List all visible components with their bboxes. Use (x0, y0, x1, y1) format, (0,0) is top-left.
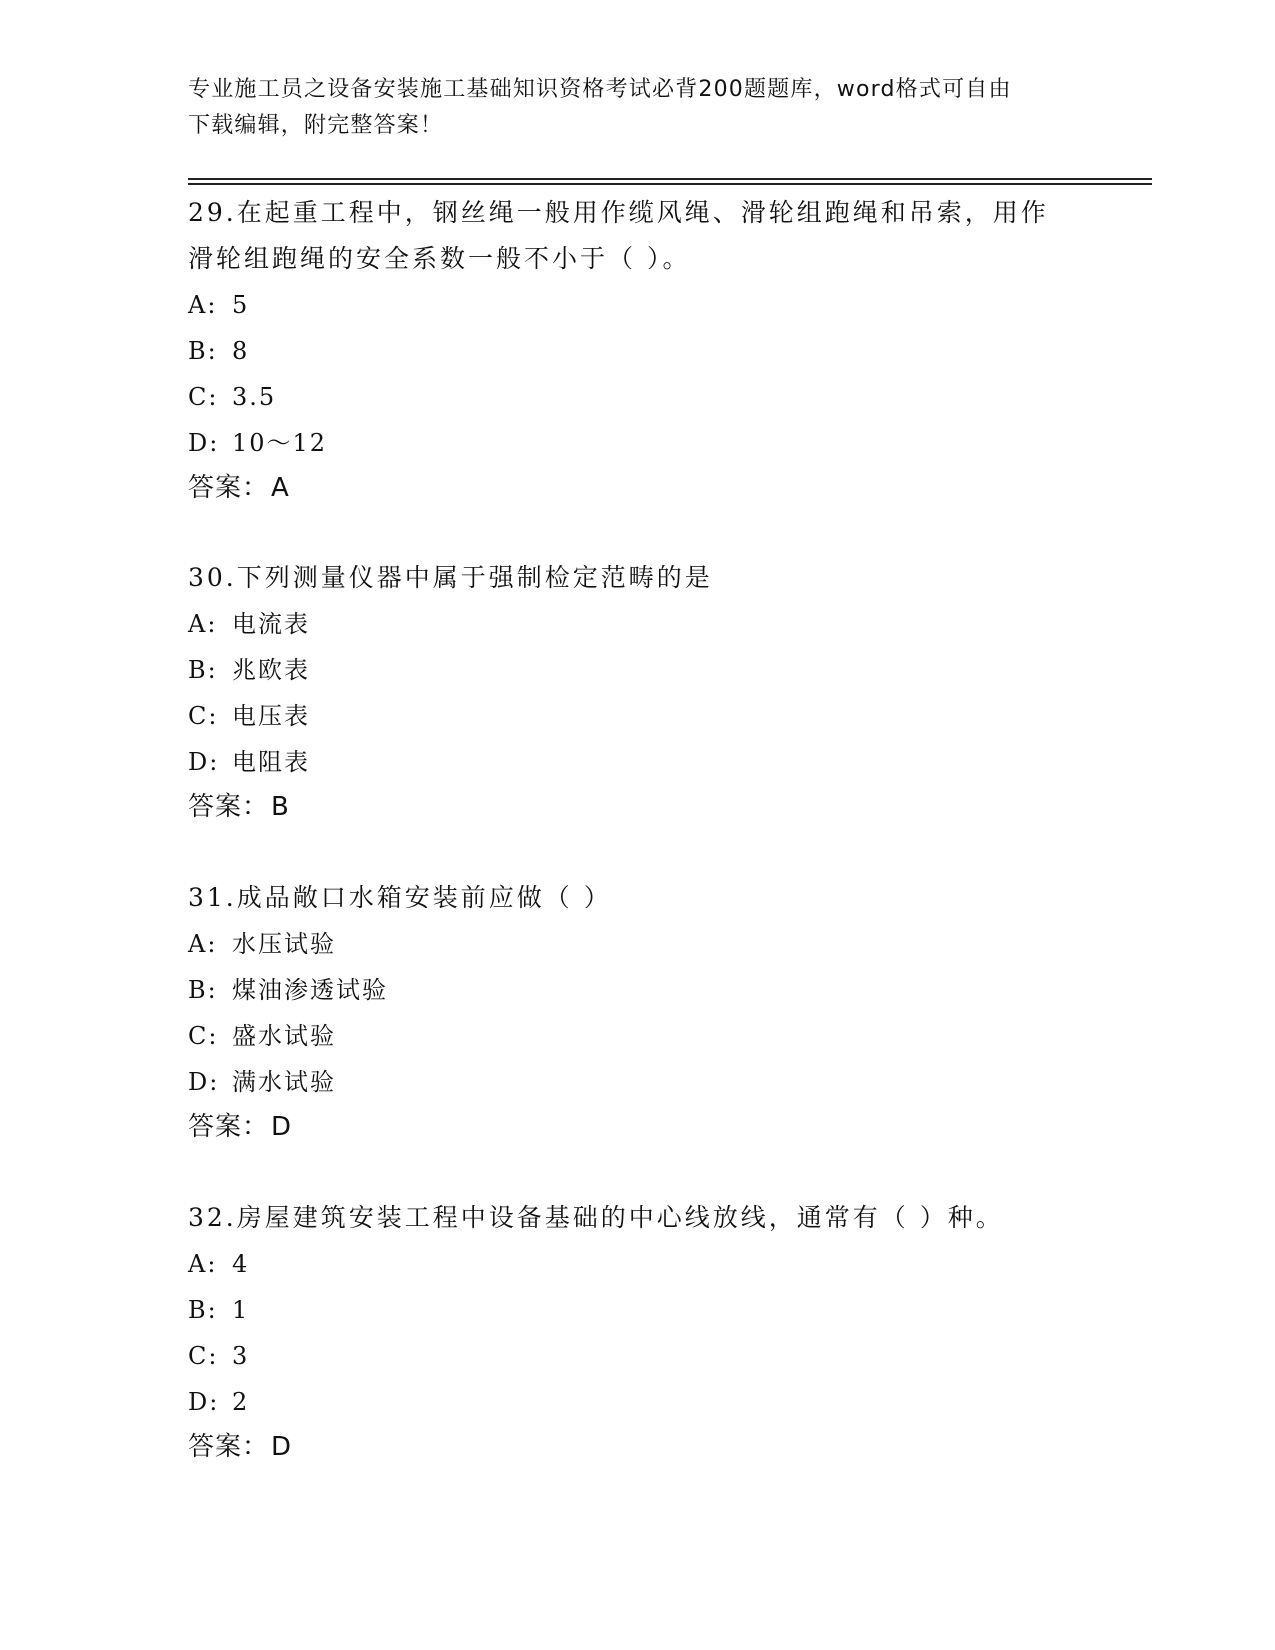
option-d (188, 420, 1088, 466)
option-key: A: (188, 930, 218, 958)
question-stem (188, 1195, 1088, 1241)
option-key: D: (188, 1388, 220, 1416)
option-a (188, 1241, 1088, 1287)
answer-value: D (271, 1112, 293, 1142)
header-divider-bottom (188, 183, 1152, 185)
option-b (188, 647, 1088, 693)
option-key: C: (188, 702, 219, 730)
option-text: 电压表 (232, 702, 310, 730)
answer-label: 答案： (188, 792, 270, 822)
question-stem (188, 875, 1088, 921)
option-key: A: (188, 291, 218, 319)
answer-line (188, 785, 1088, 829)
option-a (188, 601, 1088, 647)
option-text: 4 (232, 1250, 250, 1278)
option-key: A: (188, 610, 218, 638)
answer-label: 答案： (188, 1112, 270, 1142)
answer-label: 答案： (188, 473, 270, 503)
option-d (188, 1379, 1088, 1425)
header-line-1: 专业施工员之设备安装施工基础知识资格考试必背200题题库，word格式可自由 (188, 77, 1012, 102)
header-divider-top (188, 178, 1152, 180)
question-31 (188, 875, 1088, 1149)
option-text: 满水试验 (232, 1068, 336, 1096)
option-text: 5 (232, 291, 250, 319)
question-29 (188, 190, 1088, 510)
answer-value: D (271, 1432, 293, 1462)
option-b (188, 967, 1088, 1013)
question-stem-line-1: 31.成品敞口水箱安装前应做（ ） (188, 883, 612, 912)
answer-label: 答案： (188, 1432, 270, 1462)
option-a (188, 921, 1088, 967)
option-key: D: (188, 748, 220, 776)
option-c (188, 693, 1088, 739)
option-key: C: (188, 383, 219, 411)
question-stem-line-1: 32.房屋建筑安装工程中设备基础的中心线放线，通常有（ ）种。 (188, 1203, 1004, 1232)
question-30 (188, 555, 1088, 829)
document-header (188, 72, 1068, 144)
answer-value: B (271, 792, 290, 822)
option-d (188, 739, 1088, 785)
question-stem (188, 555, 1088, 601)
answer-line (188, 466, 1088, 510)
option-text: 2 (232, 1388, 250, 1416)
option-text: 盛水试验 (232, 1022, 336, 1050)
option-key: D: (188, 429, 220, 457)
answer-line (188, 1425, 1088, 1469)
option-a (188, 282, 1088, 328)
question-stem-line-1: 30.下列测量仪器中属于强制检定范畴的是 (188, 563, 713, 592)
option-list (188, 921, 1088, 1105)
option-text: 兆欧表 (232, 656, 310, 684)
question-32 (188, 1195, 1088, 1469)
option-text: 1 (232, 1296, 250, 1324)
option-list (188, 601, 1088, 785)
header-line-2: 下载编辑，附完整答案！ (188, 113, 444, 138)
option-c (188, 1013, 1088, 1059)
option-list (188, 282, 1088, 466)
option-text: 3.5 (232, 383, 277, 411)
option-text: 水压试验 (232, 930, 336, 958)
option-c (188, 1333, 1088, 1379)
option-text: 8 (232, 337, 250, 365)
option-text: 3 (232, 1342, 250, 1370)
option-list (188, 1241, 1088, 1425)
option-key: C: (188, 1342, 219, 1370)
option-text: 煤油渗透试验 (232, 976, 388, 1004)
answer-value: A (271, 473, 290, 503)
option-b (188, 328, 1088, 374)
option-b (188, 1287, 1088, 1333)
question-stem-line-2: 滑轮组跑绳的安全系数一般不小于（ ）。 (188, 244, 691, 273)
option-text: 电阻表 (232, 748, 310, 776)
option-key: C: (188, 1022, 219, 1050)
question-stem (188, 190, 1088, 282)
question-stem-line-1: 29.在起重工程中，钢丝绳一般用作缆风绳、滑轮组跑绳和吊索，用作 (188, 198, 1049, 227)
option-key: B: (188, 656, 218, 684)
option-key: B: (188, 976, 218, 1004)
option-key: B: (188, 1296, 218, 1324)
option-key: B: (188, 337, 218, 365)
option-d (188, 1059, 1088, 1105)
option-key: A: (188, 1250, 218, 1278)
option-c (188, 374, 1088, 420)
option-text: 10～12 (232, 429, 328, 457)
option-key: D: (188, 1068, 220, 1096)
option-text: 电流表 (232, 610, 310, 638)
answer-line (188, 1105, 1088, 1149)
